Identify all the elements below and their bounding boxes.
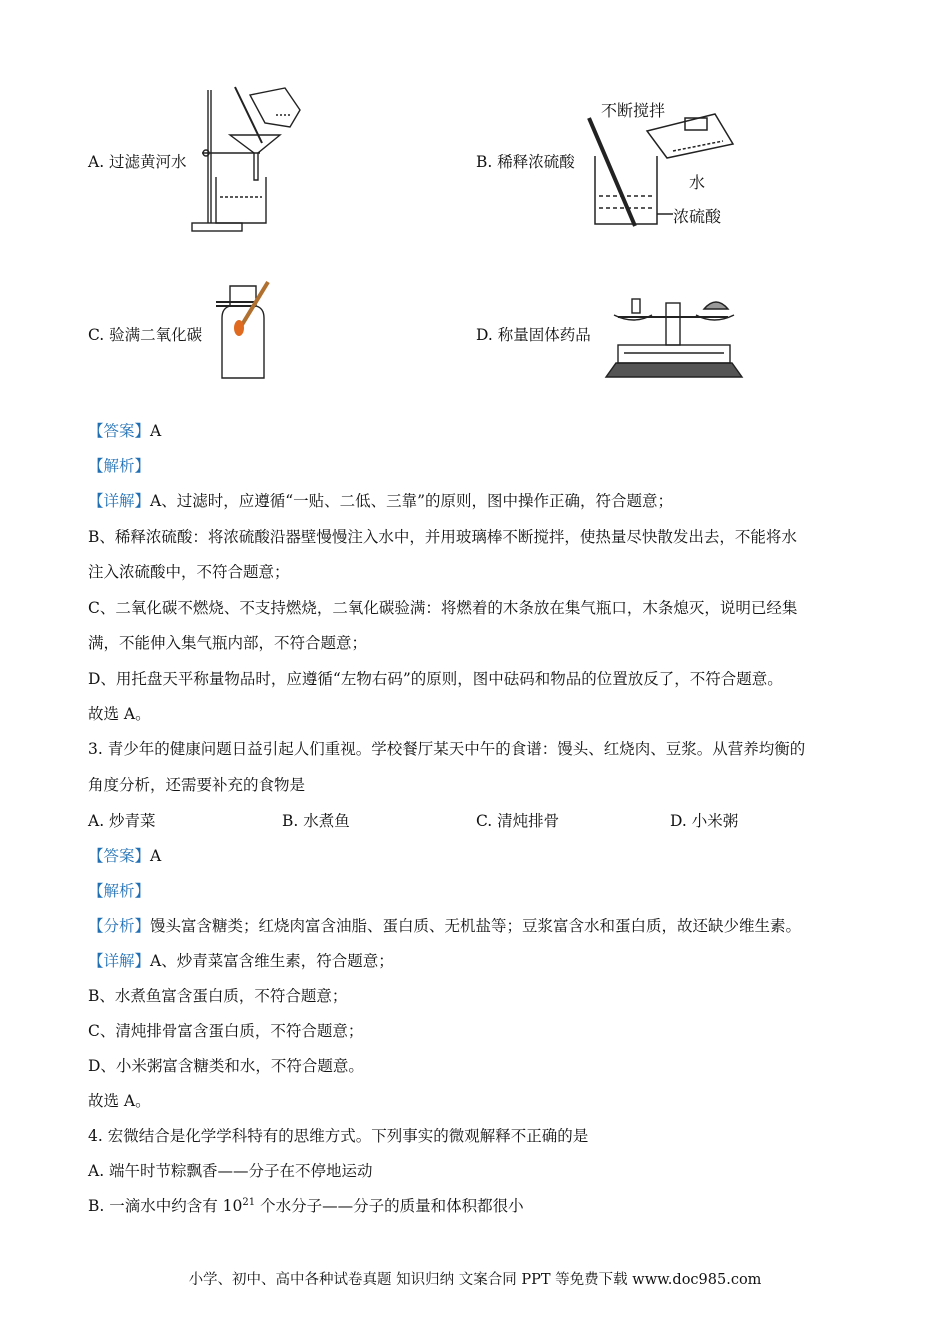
detail-tag: 【详解】: [88, 492, 151, 510]
q3-answer-line: [88, 846, 161, 866]
q2-option-a: A. 过滤黄河水: [88, 153, 187, 171]
q3-detail-b: B、水煮鱼富含蛋白质，不符合题意；: [88, 987, 348, 1005]
q4-option-b-pre: B. 一滴水中约含有 10: [88, 1197, 243, 1215]
q2-detail-b2: 注入浓硫酸中，不符合题意；: [88, 563, 290, 581]
detail-tag: 【详解】: [88, 952, 151, 970]
co2-test-figure: [212, 278, 282, 382]
answer-value: A: [150, 422, 162, 440]
q4-option-b-exponent: 21: [242, 1196, 256, 1208]
q2-option-d: D. 称量固体药品: [476, 326, 591, 344]
q2-option-b: B. 稀释浓硫酸: [476, 153, 575, 171]
q3-detail-a: [88, 951, 394, 971]
q4-stem: 4. 宏微结合是化学学科特有的思维方式。下列事实的微观解释不正确的是: [88, 1127, 589, 1145]
q2-conclusion: 故选 A。: [88, 705, 151, 723]
q2-detail-d: D、用托盘天平称量物品时，应遵循“左物右码”的原则，图中砝码和物品的位置放反了，不符合题意。: [88, 670, 783, 688]
q3-fenxi: [88, 916, 801, 936]
q2-detail-b1: B、稀释浓硫酸：将浓硫酸沿器壁慢慢注入水中，并用玻璃棒不断搅拌，使热量尽快散发出去，不能将水: [88, 528, 797, 546]
q4-option-b-post: 个水分子——分子的质量和体积都很小: [255, 1197, 524, 1215]
q2-detail-c1: C、二氧化碳不燃烧、不支持燃烧，二氧化碳验满：将燃着的木条放在集气瓶口，木条熄灭，说明已经集: [88, 599, 798, 617]
q2-detail-c2: 满，不能伸入集气瓶内部，不符合题意；: [88, 634, 368, 652]
detail-text: A、过滤时，应遵循“一贴、二低、三靠”的原则，图中操作正确，符合题意；: [150, 492, 674, 510]
dilution-figure: [585, 96, 745, 231]
q2-option-c: C. 验满二氧化碳: [88, 326, 203, 344]
stir-label: 不断搅拌: [601, 101, 666, 120]
q4-option-b: [88, 1196, 524, 1216]
q3-analysis-tag: 【解析】: [88, 882, 151, 900]
analysis-tag: 【解析】: [88, 457, 151, 475]
answer-value: A: [150, 847, 162, 865]
q3-option-c: C. 清炖排骨: [476, 812, 560, 830]
q3-option-b: B. 水煮鱼: [282, 812, 350, 830]
q3-stem-1: 3. 青少年的健康问题日益引起人们重视。学校餐厅某天中午的食谱：馒头、红烧肉、豆浆。从营养均衡的: [88, 740, 806, 758]
q2-answer-line: [88, 421, 161, 441]
acid-label: 浓硫酸: [673, 207, 722, 226]
water-label: 水: [689, 173, 706, 192]
fenxi-tag: 【分析】: [88, 917, 151, 935]
q4-option-a: A. 端午时节粽飘香——分子在不停地运动: [88, 1162, 373, 1180]
q3-detail-c: C、清炖排骨富含蛋白质，不符合题意；: [88, 1022, 364, 1040]
filtration-figure: [190, 85, 308, 235]
page-footer: 小学、初中、高中各种试卷真题 知识归纳 文案合同 PPT 等免费下载 www.doc985.com: [188, 1272, 762, 1288]
q3-option-d: D. 小米粥: [670, 812, 739, 830]
detail-text: A、炒青菜富含维生素，符合题意；: [150, 952, 394, 970]
q3-stem-2: 角度分析，还需要补充的食物是: [88, 776, 306, 794]
q3-option-a: A. 炒青菜: [88, 812, 156, 830]
q2-detail-a: [88, 491, 673, 511]
answer-tag: 【答案】: [88, 847, 151, 865]
balance-figure: [604, 285, 744, 380]
fenxi-text: 馒头富含糖类；红烧肉富含油脂、蛋白质、无机盐等；豆浆富含水和蛋白质，故还缺少维生素。: [150, 917, 802, 935]
q3-conclusion: 故选 A。: [88, 1092, 151, 1110]
answer-tag: 【答案】: [88, 422, 151, 440]
q3-detail-d: D、小米粥富含糖类和水，不符合题意。: [88, 1057, 364, 1075]
